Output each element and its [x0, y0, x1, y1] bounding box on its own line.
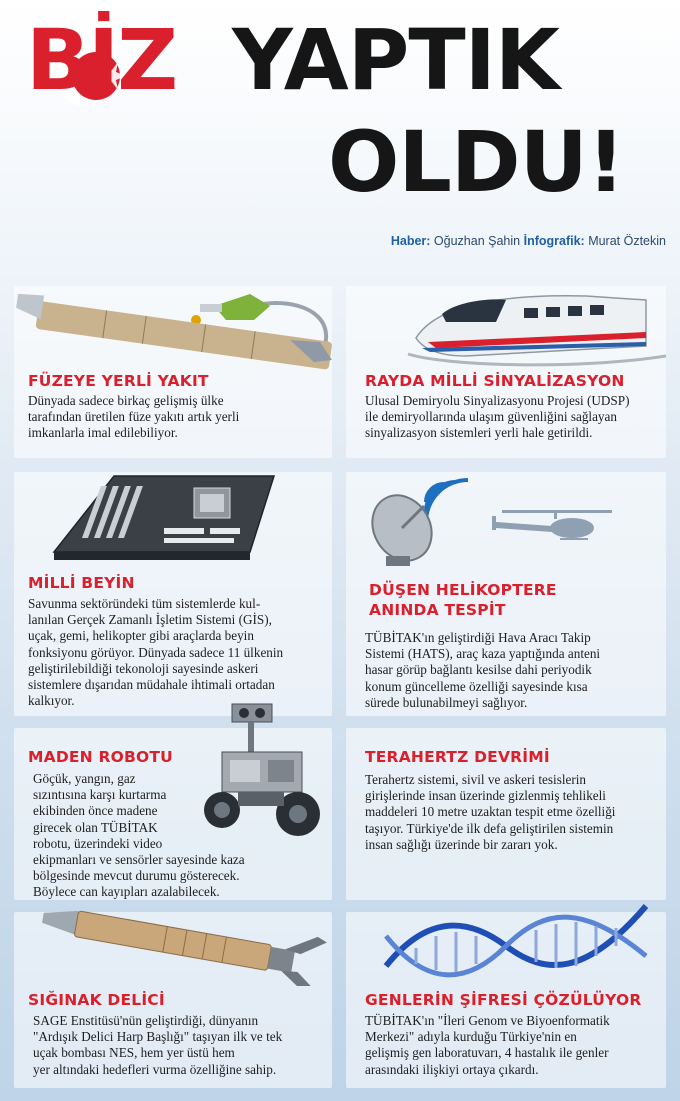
text-line: Göçük, yangın, gaz — [33, 771, 136, 786]
section-text — [33, 771, 331, 901]
credit-news-label: Haber: — [390, 234, 431, 248]
card-rocket-fuel — [14, 286, 332, 458]
title-biz: BİZ — [26, 11, 177, 109]
text-line: insan sağlığı üzerinde bir zararı yok. — [365, 836, 558, 852]
section-text — [365, 393, 665, 442]
credit-news-name: Oğuzhan Şahin — [433, 234, 521, 248]
text-line: sinyalizasyon sistemleri yerli hale getirildi. — [365, 425, 593, 441]
satellite-dish-helicopter-icon — [346, 472, 666, 572]
card-rail-signaling — [346, 286, 666, 458]
text-line: SAGE Enstitüsü'nün geliştirdiği, dünyanın — [33, 1013, 259, 1028]
text-line: uçak bombası NES, hem yer üstü hem — [33, 1045, 235, 1061]
section-title: MADEN ROBOTU — [28, 748, 173, 766]
text-line: arasındaki ilişkiyi ortaya çıkardı. — [365, 1061, 539, 1077]
section-title: MİLLİ BEYİN — [28, 574, 135, 592]
text-line: Merkezi" adıyla kurduğu Türkiye'nin en — [365, 1029, 577, 1045]
text-line: ekibinden önce madene — [33, 803, 158, 819]
section-title-line2: ANINDA TESPİT — [369, 601, 506, 619]
text-line: Savunma sektöründeki tüm sistemlerde kul- — [28, 596, 261, 611]
text-line: sürede bulunabilmeyi sağlıyor. — [365, 694, 528, 710]
section-text — [365, 772, 665, 853]
text-line: ile demiryollarında ulaşım güvenliğini sağlayan — [365, 409, 617, 425]
section-title-line1: DÜŞEN HELİKOPTERE — [369, 581, 557, 599]
text-line: girecek olan TÜBİTAK — [33, 819, 158, 835]
section-text — [365, 630, 665, 711]
text-line: robotu, üzerindeki video — [33, 835, 163, 851]
text-line: "Ardışık Delici Harp Başlığı" taşıyan ilk ve tek — [33, 1029, 283, 1045]
section-text — [28, 393, 328, 442]
section-text — [28, 596, 328, 709]
motherboard-icon — [14, 472, 332, 567]
section-text — [33, 1013, 331, 1078]
header — [0, 0, 680, 260]
card-genome — [346, 912, 666, 1088]
text-line: uçak, gemi, helikopter gibi araçlarda beyin — [28, 628, 254, 644]
card-terahertz — [346, 728, 666, 900]
bunker-buster-bomb-icon — [14, 906, 332, 986]
card-bunker-buster — [14, 912, 332, 1088]
high-speed-train-icon — [346, 286, 666, 376]
text-line: konum güncelleme özelliği sayesinde kısa — [365, 678, 588, 694]
text-line: lanılan Gerçek Zamanlı İşletim Sistemi (GİS), — [28, 612, 272, 628]
text-line: Terahertz sistemi, sivil ve askeri tesislerin — [365, 772, 586, 787]
text-line: Böylece can kayıpları azalabilecek. — [33, 884, 220, 900]
text-line: girişlerinde insan üzerinde gizlenmiş tehlikeli — [365, 788, 606, 804]
text-line: fonksiyonu görüyor. Dünyada sadece 11 ülkenin — [28, 644, 284, 660]
section-title: RAYDA MİLLİ SİNYALİZASYON — [365, 372, 625, 390]
section-title: FÜZEYE YERLİ YAKIT — [28, 372, 209, 390]
text-line: tarafından üretilen füze yakıtı artık yerli — [28, 409, 240, 425]
text-line: Ulusal Demiryolu Sinyalizasyonu Projesi (UDSP) — [365, 393, 630, 408]
text-line: imkanlarla imal edilebiliyor. — [28, 425, 178, 441]
credit-info-name: Murat Öztekin — [588, 234, 666, 248]
title-oldu: OLDU! — [328, 113, 625, 211]
text-line: sistemlere dışarıdan müdahale ihtimali ortadan — [28, 677, 275, 693]
text-line: Dünyada sadece birkaç gelişmiş ülke — [28, 393, 224, 408]
text-line: Sistemi (HATS), araç kaza yaptığında anteni — [365, 646, 601, 662]
text-line: taşıyor. Türkiye'de ilk defa geliştirilen sistemin — [365, 820, 614, 836]
text-line: ekipmanları ve sensörler sayesinde kaza — [33, 852, 245, 868]
section-text — [365, 1013, 665, 1078]
text-line: yer altındaki hedefleri vurma özelliğine sahip. — [33, 1061, 277, 1077]
card-helicopter-tracking — [346, 472, 666, 716]
text-line: gelişmiş gen laboratuvarı, 4 hastalık ile genler — [365, 1045, 609, 1061]
card-mining-robot — [14, 728, 332, 900]
section-title: SIĞINAK DELİCİ — [28, 991, 165, 1009]
section-title: TERAHERTZ DEVRİMİ — [365, 748, 550, 766]
text-line: bölgesinde mevcut durumu gösterecek. — [33, 868, 240, 884]
text-line: kalkıyor. — [28, 693, 75, 709]
credit-info-label: İnfografik: — [523, 234, 585, 248]
text-line: TÜBİTAK'ın geliştirdiği Hava Aracı Takip — [365, 630, 591, 645]
text-line: TÜBİTAK'ın "İleri Genom ve Biyoenformatik — [365, 1013, 610, 1028]
text-line: hasar görüp bağlantı kesilse dahi periyodik — [365, 662, 592, 678]
card-national-brain — [14, 472, 332, 716]
text-line: sızıntısına karşı kurtarma — [33, 787, 167, 803]
credits — [391, 234, 666, 248]
title-yaptik: YAPTIK — [232, 11, 560, 109]
section-title: GENLERİN ŞİFRESİ ÇÖZÜLÜYOR — [365, 991, 642, 1009]
text-line: geliştirilebildiği tekonoloji sayesinde askeri — [28, 660, 259, 676]
dna-helix-icon — [346, 888, 666, 984]
text-line: maddeleri 10 metre uzaktan tespit etme özelliği — [365, 804, 616, 820]
